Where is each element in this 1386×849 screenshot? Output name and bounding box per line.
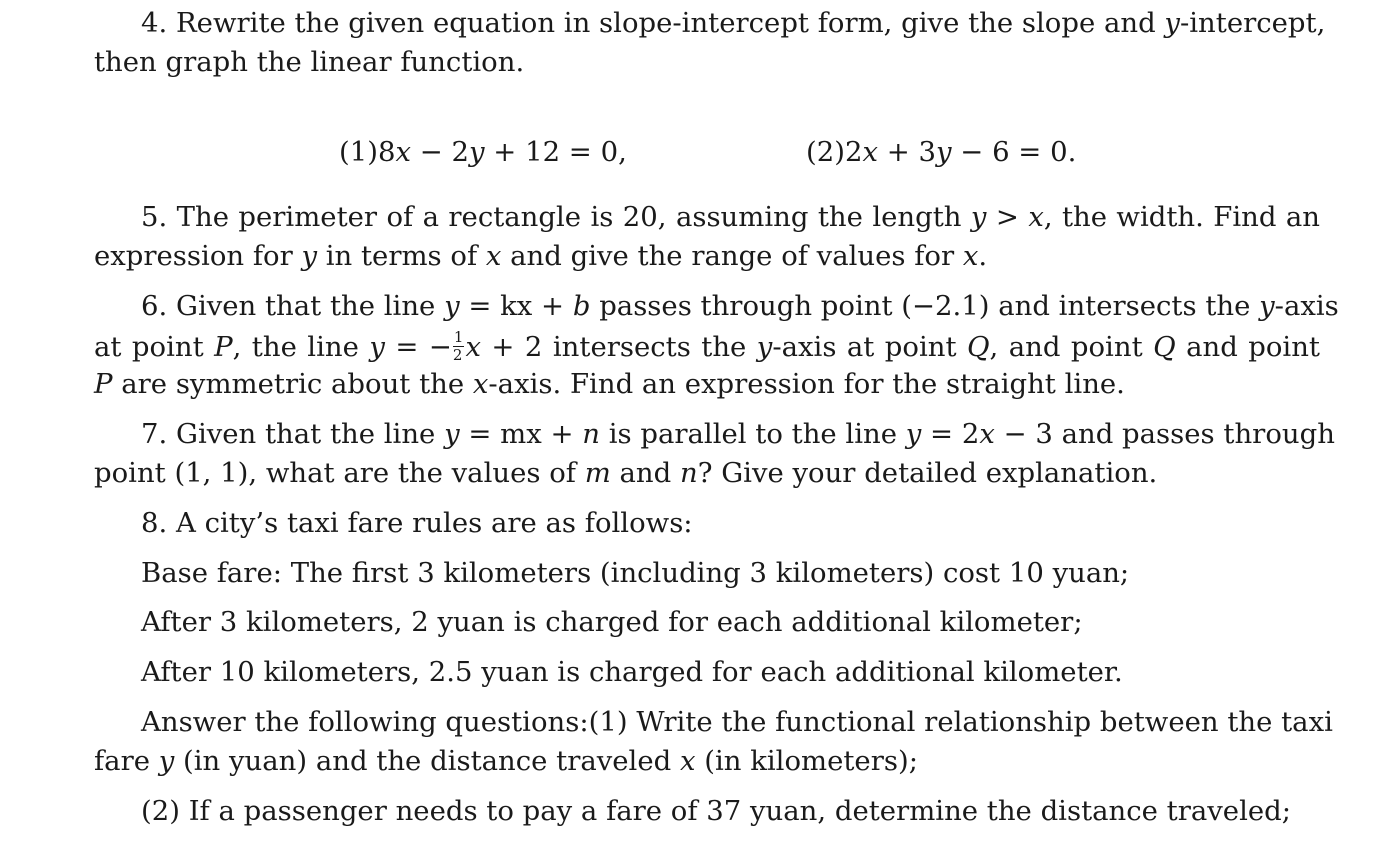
problem-4-line-2: then graph the linear function. (94, 46, 525, 78)
problem-4-equation-2: (2)2x + 3y − 6 = 0. (806, 136, 1077, 168)
problem-8-rule-3: After 10 kilometers, 2.5 yuan is charged for each additional kilometer. (141, 656, 1123, 688)
problem-7-line-1: 7. Given that the line y = mx + n is parallel to the line y = 2x − 3 and passes through (141, 418, 1335, 450)
problem-8-question-1-line-1: Answer the following questions:(1) Write the functional relationship between the taxi (141, 706, 1333, 738)
problem-8-rule-2: After 3 kilometers, 2 yuan is charged for each additional kilometer; (141, 606, 1083, 638)
problem-6-line-1: 6. Given that the line y = kx + b passes through point (−2.1) and intersects the y-axis (141, 290, 1339, 322)
problem-6-line-3: P are symmetric about the x-axis. Find an expression for the straight line. (94, 368, 1125, 400)
problem-7-line-2: point (1, 1), what are the values of m and n? Give your detailed explanation. (94, 457, 1158, 489)
problem-8-question-1-line-2: fare y (in yuan) and the distance traveled x (in kilometers); (94, 745, 918, 777)
problem-6-line-2: at point P, the line y = − $\frac{1}{2}$ x + 2 intersects the y-axis at point Q, and point Q and point (94, 328, 1320, 364)
problem-8-question-2: (2) If a passenger needs to pay a fare of 37 yuan, determine the distance traveled; (141, 795, 1292, 827)
problem-8-intro: 8. A city’s taxi fare rules are as follows: (141, 507, 693, 539)
problem-5-line-2: expression for y in terms of x and give the range of values for x. (94, 240, 988, 272)
problem-5-line-1: 5. The perimeter of a rectangle is 20, assuming the length y > x, the width. Find an (141, 201, 1320, 233)
problem-8-rule-1: Base fare: The first 3 kilometers (including 3 kilometers) cost 10 yuan; (141, 557, 1130, 589)
problem-4-equation-1: (1)8x − 2y + 12 = 0, (339, 136, 627, 168)
problem-4-line-1: 4. Rewrite the given equation in slope-intercept form, give the slope and y-intercept, (141, 7, 1326, 39)
